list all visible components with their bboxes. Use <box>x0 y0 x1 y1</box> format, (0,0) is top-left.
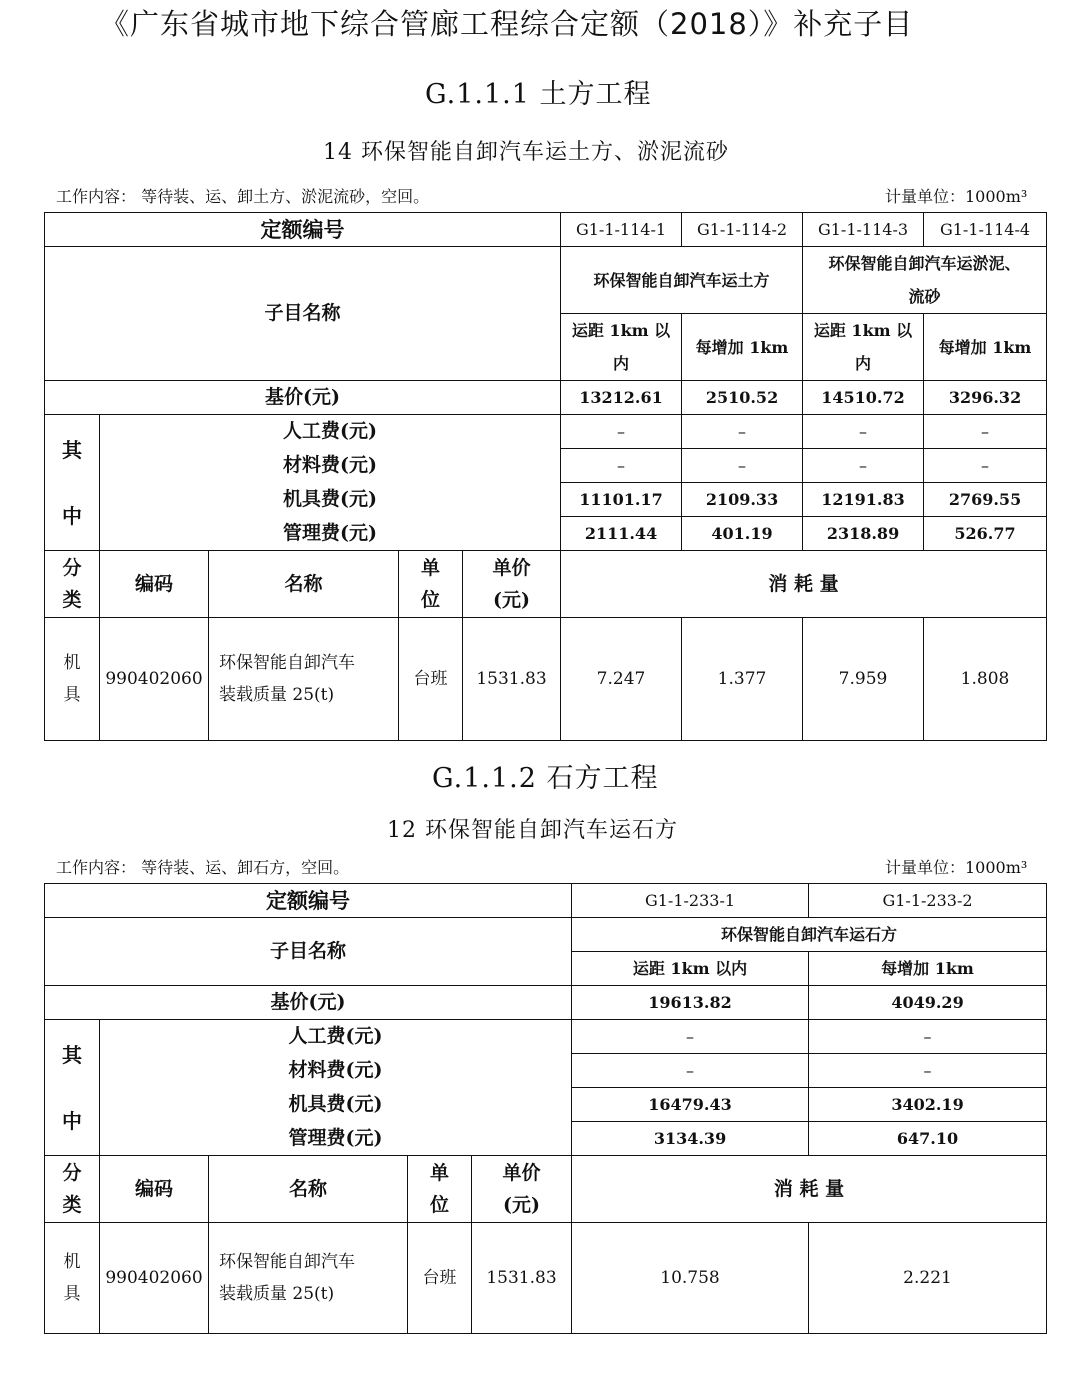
quota-code: G1-1-233-2 <box>809 884 1047 918</box>
group-header-line: 流砂 <box>908 287 941 306</box>
quota-no-label: 定额编号 <box>45 884 572 918</box>
code-header: 编码 <box>100 551 209 618</box>
sub-column-header <box>561 314 682 381</box>
material-value: – <box>809 1054 1047 1088</box>
base-price-value: 3296.32 <box>924 381 1047 415</box>
row-code: 990402060 <box>100 1223 209 1334</box>
group-header <box>803 247 1047 314</box>
category-char: 分 <box>62 1162 82 1184</box>
base-price-value: 19613.82 <box>572 986 809 1020</box>
sub-column-line: 内 <box>855 354 872 373</box>
base-price-value: 14510.72 <box>803 381 924 415</box>
labor-value: – <box>561 415 682 449</box>
item-name-label: 子目名称 <box>45 247 561 381</box>
machine-value: 2769.55 <box>924 483 1047 517</box>
row-consumption: 7.247 <box>561 618 682 741</box>
quota-table-section1 <box>44 212 1047 741</box>
unit-char: 单 <box>420 557 440 579</box>
machine-value: 11101.17 <box>561 483 682 517</box>
management-value: 647.10 <box>809 1122 1047 1156</box>
material-value: – <box>572 1054 809 1088</box>
row-unit: 台班 <box>408 1223 472 1334</box>
material-label: 材料费(元) <box>100 1054 572 1088</box>
material-value: – <box>803 449 924 483</box>
group-header: 环保智能自卸汽车运土方 <box>561 247 803 314</box>
unit-price-line: 单价 <box>502 1162 541 1184</box>
base-price-value: 2510.52 <box>682 381 803 415</box>
category-char: 类 <box>62 1194 82 1216</box>
machine-value: 3402.19 <box>809 1088 1047 1122</box>
row-consumption: 10.758 <box>572 1223 809 1334</box>
sub-column-header <box>803 314 924 381</box>
base-price-value: 4049.29 <box>809 986 1047 1020</box>
labor-value: – <box>572 1020 809 1054</box>
row-consumption: 1.377 <box>682 618 803 741</box>
management-value: 2111.44 <box>561 517 682 551</box>
machine-value: 12191.83 <box>803 483 924 517</box>
section2-subheading: 12 环保智能自卸汽车运石方 <box>387 818 678 843</box>
table-row <box>45 618 1047 741</box>
row-name <box>209 618 399 741</box>
labor-value: – <box>809 1020 1047 1054</box>
sub-column-header: 每增加 1km <box>924 314 1047 381</box>
management-value: 401.19 <box>682 517 803 551</box>
row-name-line: 环保智能自卸汽车 <box>219 653 355 673</box>
unit-char: 单 <box>429 1162 449 1184</box>
row-unit-price: 1531.83 <box>472 1223 572 1334</box>
section1-work-content: 工作内容： 等待装、运、卸土方、淤泥流砂，空回。 <box>56 187 430 206</box>
unit-char: 位 <box>429 1194 449 1216</box>
row-consumption: 2.221 <box>809 1223 1047 1334</box>
management-label: 管理费(元) <box>100 1122 572 1156</box>
section1-measure-unit: 计量单位：1000m³ <box>885 187 1028 206</box>
unit-char: 位 <box>420 589 440 611</box>
section2-measure-unit: 计量单位：1000m³ <box>885 858 1028 877</box>
row-category <box>45 1223 100 1334</box>
row-unit: 台班 <box>399 618 463 741</box>
row-name-line: 环保智能自卸汽车 <box>219 1252 355 1272</box>
of-which-char: 中 <box>62 503 82 528</box>
unit-price-header <box>463 551 561 618</box>
row-category <box>45 618 100 741</box>
labor-value: – <box>803 415 924 449</box>
category-header <box>45 551 100 618</box>
material-value: – <box>682 449 803 483</box>
of-which-label <box>45 1020 100 1156</box>
of-which-char: 中 <box>62 1108 82 1133</box>
row-consumption: 1.808 <box>924 618 1047 741</box>
quota-code: G1-1-114-3 <box>803 213 924 247</box>
unit-header <box>399 551 463 618</box>
unit-price-line: (元) <box>503 1194 540 1216</box>
row-category-char: 机 <box>63 653 81 673</box>
group-header: 环保智能自卸汽车运石方 <box>572 918 1047 952</box>
document-title: 《广东省城市地下综合管廊工程综合定额（2018）》补充子目 <box>100 7 914 41</box>
machine-value: 16479.43 <box>572 1088 809 1122</box>
sub-column-header: 每增加 1km <box>682 314 803 381</box>
unit-header <box>408 1156 472 1223</box>
row-name-line: 装载质量 25(t) <box>219 685 335 705</box>
category-header <box>45 1156 100 1223</box>
table-row <box>45 1223 1047 1334</box>
material-label: 材料费(元) <box>100 449 561 483</box>
labor-label: 人工费(元) <box>100 1020 572 1054</box>
section1-heading: G.1.1.1 土方工程 <box>425 79 652 110</box>
quota-code: G1-1-114-4 <box>924 213 1047 247</box>
quota-code: G1-1-114-1 <box>561 213 682 247</box>
row-category-char: 具 <box>63 1284 81 1304</box>
quota-code: G1-1-114-2 <box>682 213 803 247</box>
unit-price-line: (元) <box>493 589 530 611</box>
row-unit-price: 1531.83 <box>463 618 561 741</box>
row-name-line: 装载质量 25(t) <box>219 1284 335 1304</box>
row-code: 990402060 <box>100 618 209 741</box>
machine-label: 机具费(元) <box>100 483 561 517</box>
name-header: 名称 <box>209 551 399 618</box>
row-consumption: 7.959 <box>803 618 924 741</box>
section1-subheading: 14 环保智能自卸汽车运土方、淤泥流砂 <box>323 140 729 165</box>
sub-column-header: 每增加 1km <box>809 952 1047 986</box>
base-price-label: 基价(元) <box>45 381 561 415</box>
consumption-header: 消 耗 量 <box>561 551 1047 618</box>
section2-work-content: 工作内容： 等待装、运、卸石方，空回。 <box>56 858 350 877</box>
labor-label: 人工费(元) <box>100 415 561 449</box>
section2-heading: G.1.1.2 石方工程 <box>432 763 659 794</box>
row-name <box>209 1223 408 1334</box>
sub-column-header: 运距 1km 以内 <box>572 952 809 986</box>
sub-column-line: 运距 1km 以 <box>571 321 671 340</box>
quota-code: G1-1-233-1 <box>572 884 809 918</box>
sub-column-line: 内 <box>613 354 630 373</box>
row-category-char: 具 <box>63 685 81 705</box>
sub-column-line: 运距 1km 以 <box>813 321 913 340</box>
machine-value: 2109.33 <box>682 483 803 517</box>
management-value: 2318.89 <box>803 517 924 551</box>
quota-no-label: 定额编号 <box>45 213 561 247</box>
material-value: – <box>561 449 682 483</box>
management-value: 526.77 <box>924 517 1047 551</box>
category-char: 分 <box>62 557 82 579</box>
group-header-line: 环保智能自卸汽车运淤泥、 <box>828 254 1021 273</box>
base-price-value: 13212.61 <box>561 381 682 415</box>
of-which-char: 其 <box>62 1042 82 1067</box>
unit-price-header <box>472 1156 572 1223</box>
code-header: 编码 <box>100 1156 209 1223</box>
unit-price-line: 单价 <box>492 557 531 579</box>
material-value: – <box>924 449 1047 483</box>
base-price-label: 基价(元) <box>45 986 572 1020</box>
consumption-header: 消 耗 量 <box>572 1156 1047 1223</box>
quota-table-section2 <box>44 883 1047 1334</box>
labor-value: – <box>682 415 803 449</box>
row-category-char: 机 <box>63 1252 81 1272</box>
management-label: 管理费(元) <box>100 517 561 551</box>
labor-value: – <box>924 415 1047 449</box>
name-header: 名称 <box>209 1156 408 1223</box>
management-value: 3134.39 <box>572 1122 809 1156</box>
of-which-char: 其 <box>62 437 82 462</box>
category-char: 类 <box>62 589 82 611</box>
item-name-label: 子目名称 <box>45 918 572 986</box>
machine-label: 机具费(元) <box>100 1088 572 1122</box>
of-which-label <box>45 415 100 551</box>
